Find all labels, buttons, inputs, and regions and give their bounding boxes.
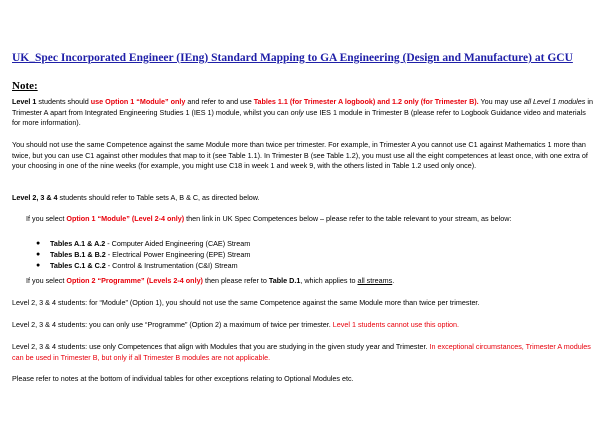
- table-ref: Tables A.1 & A.2: [50, 239, 106, 248]
- paragraph-programme-rule: [12, 320, 594, 331]
- text-run: Level 2, 3 & 4 students: use only Competences that align with Modules that you are studying in the given study year and Trimester.: [12, 342, 430, 351]
- exception-text: In exceptional circumstances, Trimester A modules can be used in Trimester B, but only if all Trimester B modules are not applicable.: [12, 342, 591, 362]
- table-d1-ref: Table D.1: [268, 276, 301, 285]
- paragraph-competence-rules: You should not use the same Competence against the same Module more than twice per trimester. For example, in Trimester A you cannot use C1 against Mathematics 1 more than twice, but you can use C1 against other modules that map to it (see Table 1.1). In Trimester B (see Table 1.2), you must use all the eight competences at least once, with one extra of your choosing in one of the nine weeks (for example, you might use C18 in week 1 and week 9, with the others listed in Table 1.2 used only once).: [12, 140, 588, 171]
- text-run: You may use: [478, 97, 524, 106]
- text-run: If you select: [26, 214, 67, 223]
- paragraph-option1: [26, 214, 594, 225]
- text-run: students should: [36, 97, 91, 106]
- text-run: in Trimester A apart from Integrated Engineering Studies 1 (IES 1) module, whilst you can: [12, 97, 593, 117]
- option1-highlight: use Option 1 “Module” only: [90, 97, 186, 106]
- bullet-icon: ●: [36, 251, 41, 259]
- level1-restriction-text: Level 1 students cannot use this option.: [332, 320, 460, 329]
- only-text: only: [290, 107, 304, 117]
- paragraph-module-rule: Level 2, 3 & 4 students: for “Module” (Option 1), you should not use the same Competence against the same Module more than twice per trimester.: [12, 298, 480, 307]
- text-run: .: [392, 276, 395, 285]
- stream-name: - Computer Aided Engineering (CAE) Stream: [105, 239, 251, 248]
- level1-label: Level 1: [12, 97, 37, 106]
- text-run: students should refer to Table sets A, B & C, as directed below.: [57, 193, 260, 202]
- level234-label: Level 2, 3 & 4: [12, 193, 58, 202]
- text-run: then link in UK Spec Competences below – please refer to the table relevant to your stream, as below:: [184, 214, 512, 223]
- paragraph-footer-note: Please refer to notes at the bottom of individual tables for other exceptions relating to Optional Modules etc.: [12, 374, 354, 383]
- bullet-icon: ●: [36, 262, 41, 270]
- list-item: [36, 260, 250, 271]
- text-run: then please refer to: [202, 276, 269, 285]
- option2-programme-highlight: Option 2 “Programme” (Levels 2-4 only): [66, 276, 203, 285]
- option1-module-highlight: Option 1 “Module” (Level 2-4 only): [66, 214, 185, 223]
- list-item: [36, 238, 250, 249]
- text-run: Level 2, 3 & 4 students: you can only use “Programme” (Option 2) a maximum of twice per trimester.: [12, 320, 333, 329]
- text-run: and refer to and use: [185, 97, 254, 106]
- table-ref: Tables C.1 & C.2: [50, 261, 106, 271]
- bullet-icon: ●: [36, 240, 41, 247]
- document-title: UK_Spec Incorporated Engineer (IEng) Standard Mapping to GA Engineering (Design and Manufacture) at GCU: [12, 52, 573, 64]
- all-level1-modules-text: all Level 1 modules: [523, 97, 586, 106]
- text-run: use IES 1 module in Trimester B (please refer to Logbook Guidance video and materials for more information).: [12, 107, 586, 128]
- paragraph-level1-intro: [12, 97, 594, 129]
- paragraph-level234-intro: [12, 193, 594, 204]
- note-heading: Note:: [12, 80, 38, 92]
- paragraph-option2: [26, 276, 594, 287]
- table-ref: Tables B.1 & B.2: [50, 250, 106, 260]
- text-run: If you select: [26, 276, 67, 285]
- list-item: [36, 249, 250, 260]
- stream-name: - Electrical Power Engineering (EPE) Stream: [105, 250, 251, 260]
- paragraph-trimester-rule: [12, 342, 594, 363]
- stream-name: - Control & Instrumentation (C&I) Stream: [105, 261, 238, 271]
- stream-tables-list: [36, 238, 250, 272]
- all-streams-text: all streams: [357, 276, 393, 285]
- text-run: , which applies to: [300, 276, 358, 285]
- tables-highlight: Tables 1.1 (for Trimester A logbook) and 1.2 only (for Trimester B).: [253, 97, 479, 106]
